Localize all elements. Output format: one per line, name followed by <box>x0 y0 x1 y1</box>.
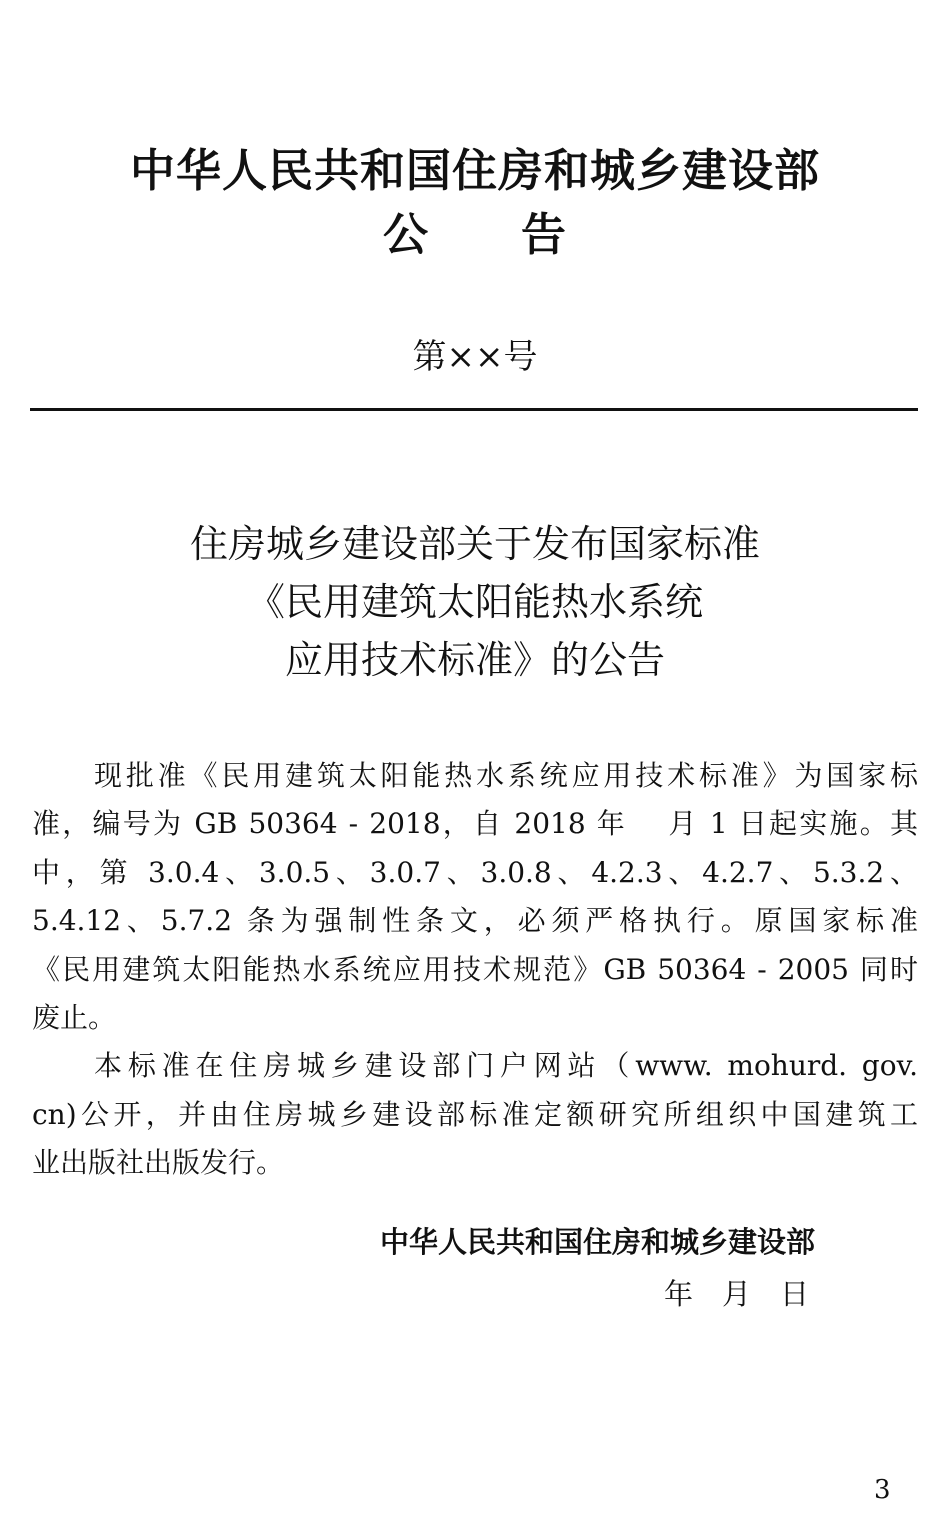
body-line: 本标准在住房城乡建设部门户网站（www. mohurd. gov. <box>94 1049 918 1083</box>
body-line: 现批准《民用建筑太阳能热水系统应用技术标准》为国家标 <box>94 759 918 792</box>
notice-title-line: 《民用建筑太阳能热水系统 <box>246 580 703 624</box>
body-line: 5.4.12、5.7.2 条为强制性条文，必须严格执行。原国家标准 <box>32 904 918 938</box>
divider-rule <box>30 408 918 411</box>
ministry-heading: 中华人民共和国住房和城乡建设部 <box>129 144 820 197</box>
body-line: 《民用建筑太阳能热水系统应用技术规范》GB 50364 - 2005 同时 <box>32 952 918 986</box>
issue-number: 第××号 <box>412 337 538 377</box>
issue-date: 年 月 日 <box>664 1277 810 1311</box>
notice-title <box>0 515 950 689</box>
body-line: 中，第 3.0.4、3.0.5、3.0.7、3.0.8、4.2.3、4.2.7、5.3.2、 <box>32 855 918 889</box>
body-line: 准，编号为 GB 50364 - 2018，自 2018 年 月 1 日起实施。其 <box>32 807 918 841</box>
notice-body <box>32 752 918 1188</box>
body-line: cn)公开，并由住房城乡建设部标准定额研究所组织中国建筑工 <box>32 1097 918 1131</box>
body-line: 业出版社出版发行。 <box>32 1146 285 1180</box>
body-line: 废止。 <box>32 1000 117 1034</box>
notice-title-line: 应用技术标准》的公告 <box>284 638 665 682</box>
page-number: 3 <box>874 1475 891 1505</box>
issuer-signature: 中华人民共和国住房和城乡建设部 <box>380 1225 816 1259</box>
notice-heading: 公 告 <box>382 208 567 261</box>
notice-title-line: 住房城乡建设部关于发布国家标准 <box>189 522 760 566</box>
